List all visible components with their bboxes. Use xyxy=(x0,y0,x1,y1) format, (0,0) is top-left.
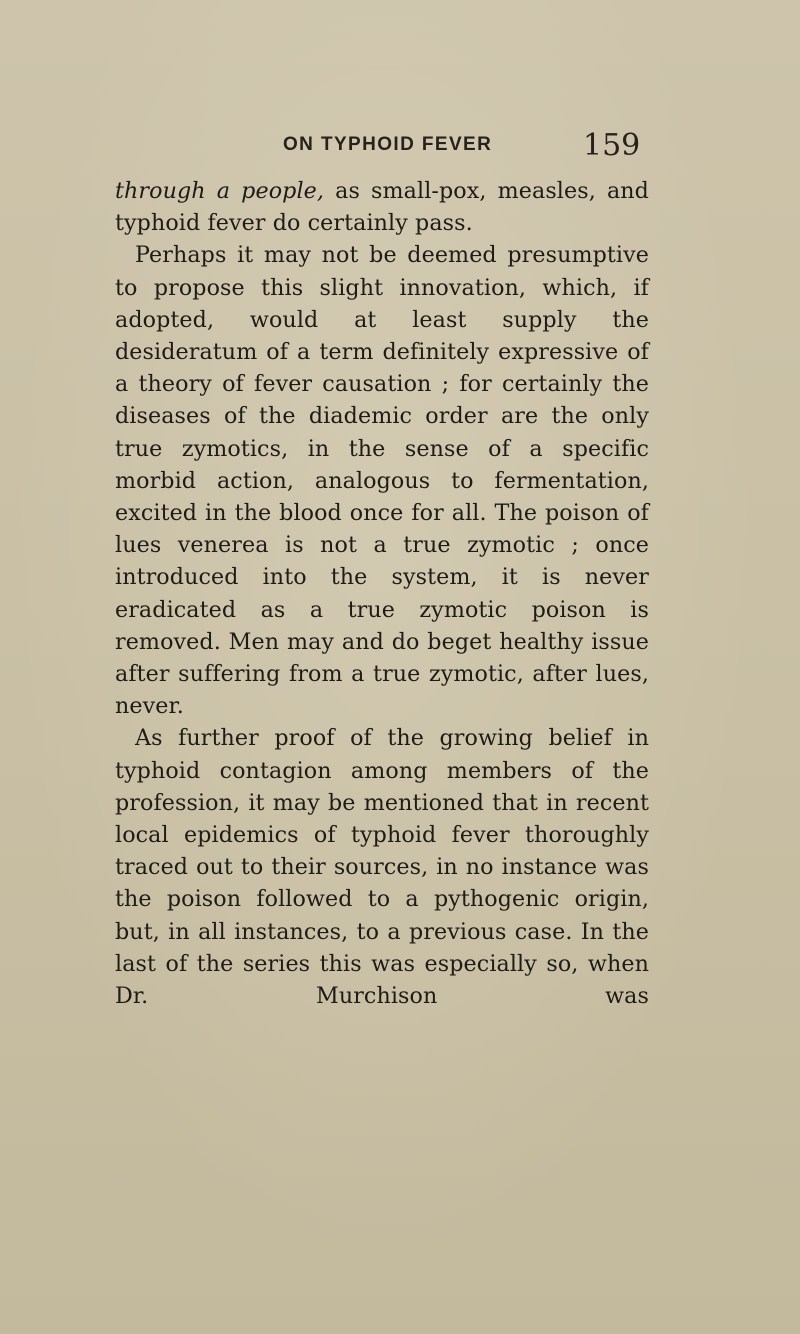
body-text xyxy=(115,175,649,1012)
paragraph-2: Perhaps it may not be deemed presumptive to propose this slight innovation, which, if adopted, would at least supply the desideratum of a term definitely expressive of a theory of fever causation ; for certainly the diseases of the diademic order are the only true zymotics, in the sense of a specific morbid action, analogous to fermentation, excited in the blood once for all. The poison of lues venerea is not a true zymotic ; once introduced into the system, it is never eradicated as a true zymotic poison is removed. Men may and do beget healthy issue after suffering from a true zymotic, after lues, never. xyxy=(115,242,649,720)
paragraph-1 xyxy=(115,175,649,239)
paragraph-1-italic-lead: through a people, xyxy=(115,178,325,204)
paragraph-1-text: as small-pox, measles, and typhoid fever do certainly pass. xyxy=(115,178,649,237)
page-number: 159 xyxy=(583,128,641,163)
running-title: ON TYPHOID FEVER xyxy=(283,134,493,155)
running-head xyxy=(0,130,800,166)
paragraph-3: As further proof of the growing belief in typhoid contagion among members of the profession, it may be mentioned that in recent local epidemics of typhoid fever thoroughly traced out to their sources, in no instance was the poison followed to a pythogenic origin, but, in all instances, to a previous case. In the last of the series this was especially so, when Dr. Murchison was xyxy=(115,725,649,1010)
